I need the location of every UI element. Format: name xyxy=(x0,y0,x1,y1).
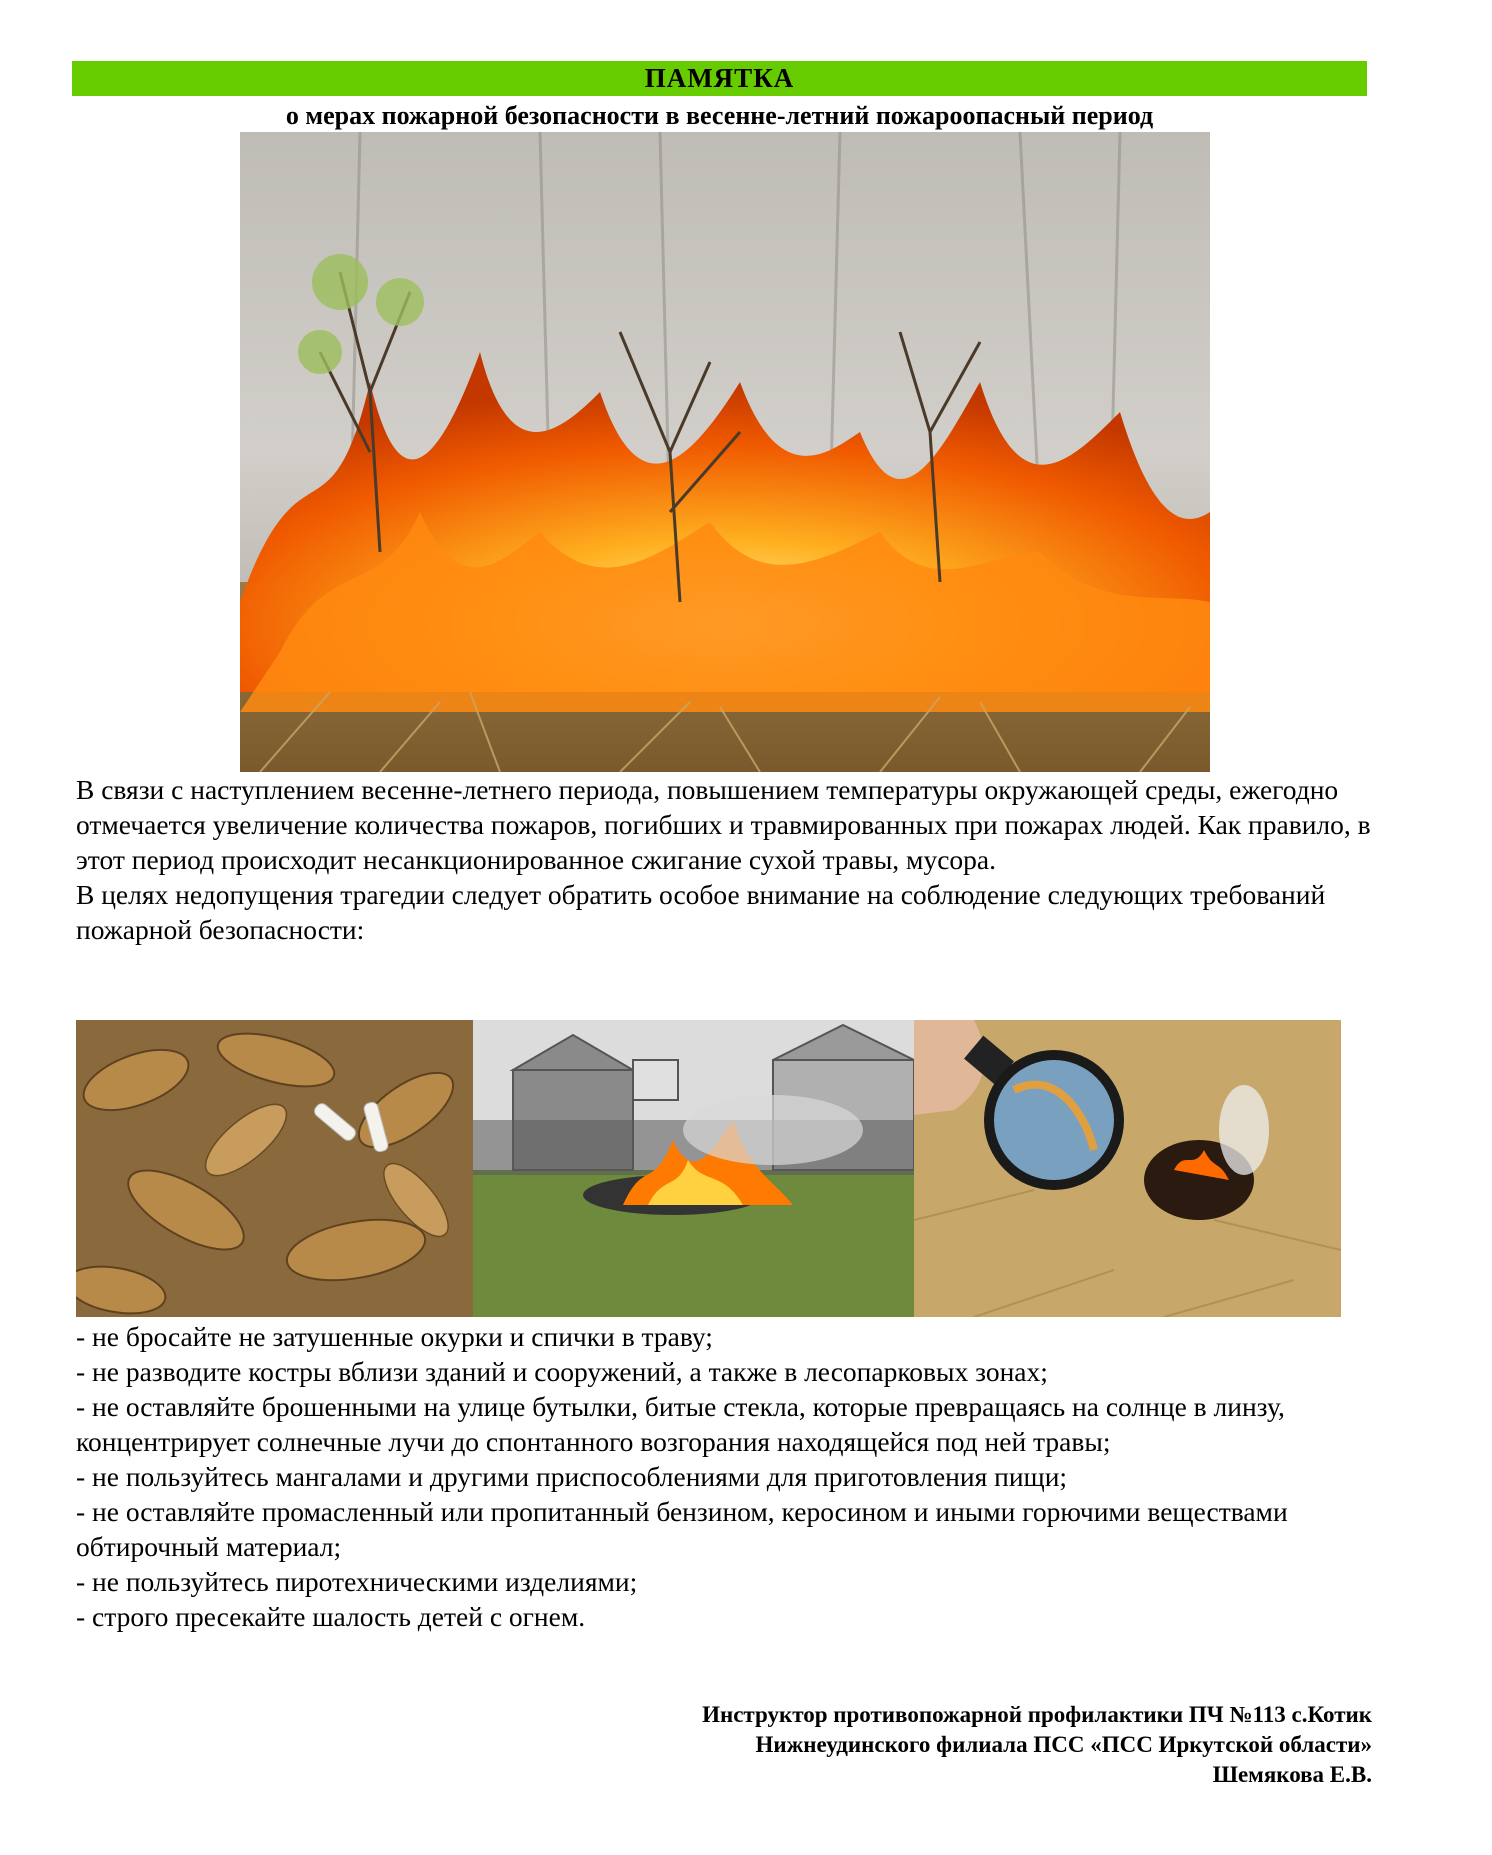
signature-line-name: Шемякова Е.В. xyxy=(1212,1762,1372,1787)
cigarette-butts-photo xyxy=(76,1020,473,1317)
intro-paragraph-1: В связи с наступлением весенне-летнего периода, повышением температуры окружающей среды, ежегодно отмечается увеличение количества пожаров, погибших и травмированных при пожарах людей. Как правило, в этот период происходит несанкционированное сжигание сухой травы, мусора. xyxy=(76,774,1371,875)
page-title: ПАМЯТКА xyxy=(644,63,795,93)
title-bar xyxy=(72,61,1367,96)
rule-item: - не оставляйте брошенными на улице бутылки, битые стекла, которые превращаясь на солнце в линзу, концентрирует солнечные лучи до спонтанного возгорания находящейся под ней травы; xyxy=(76,1391,1285,1457)
signature-block xyxy=(702,1700,1372,1790)
rule-item: - не пользуйтесь пиротехническими изделиями; xyxy=(76,1566,638,1597)
rule-item: - не оставляйте промасленный или пропитанный бензином, керосином и иными горючими веществами обтирочный материал; xyxy=(76,1496,1288,1562)
rule-item: - не бросайте не затушенные окурки и спички в траву; xyxy=(76,1321,713,1352)
signature-line-organization: Нижнеудинского филиала ПСС «ПСС Иркутской области» xyxy=(755,1732,1372,1757)
magnifying-glass-photo xyxy=(914,1020,1341,1317)
fire-safety-rules-list xyxy=(76,1319,1406,1634)
bonfire-near-houses-photo xyxy=(473,1020,914,1317)
intro-text xyxy=(76,772,1406,947)
intro-paragraph-2: В целях недопущения трагедии следует обратить особое внимание на соблюдение следующих требований пожарной безопасности: xyxy=(76,879,1326,945)
grass-fire-photo xyxy=(240,132,1210,772)
rule-item: - не пользуйтесь мангалами и другими приспособлениями для приготовления пищи; xyxy=(76,1461,1068,1492)
rule-item: - строго пресекайте шалость детей с огнем. xyxy=(76,1601,586,1632)
rule-item: - не разводите костры вблизи зданий и сооружений, а также в лесопарковых зонах; xyxy=(76,1356,1048,1387)
signature-line-position: Инструктор противопожарной профилактики ПЧ №113 с.Котик xyxy=(702,1702,1372,1727)
page-subtitle: о мерах пожарной безопасности в весенне-летний пожароопасный период xyxy=(285,101,1154,130)
